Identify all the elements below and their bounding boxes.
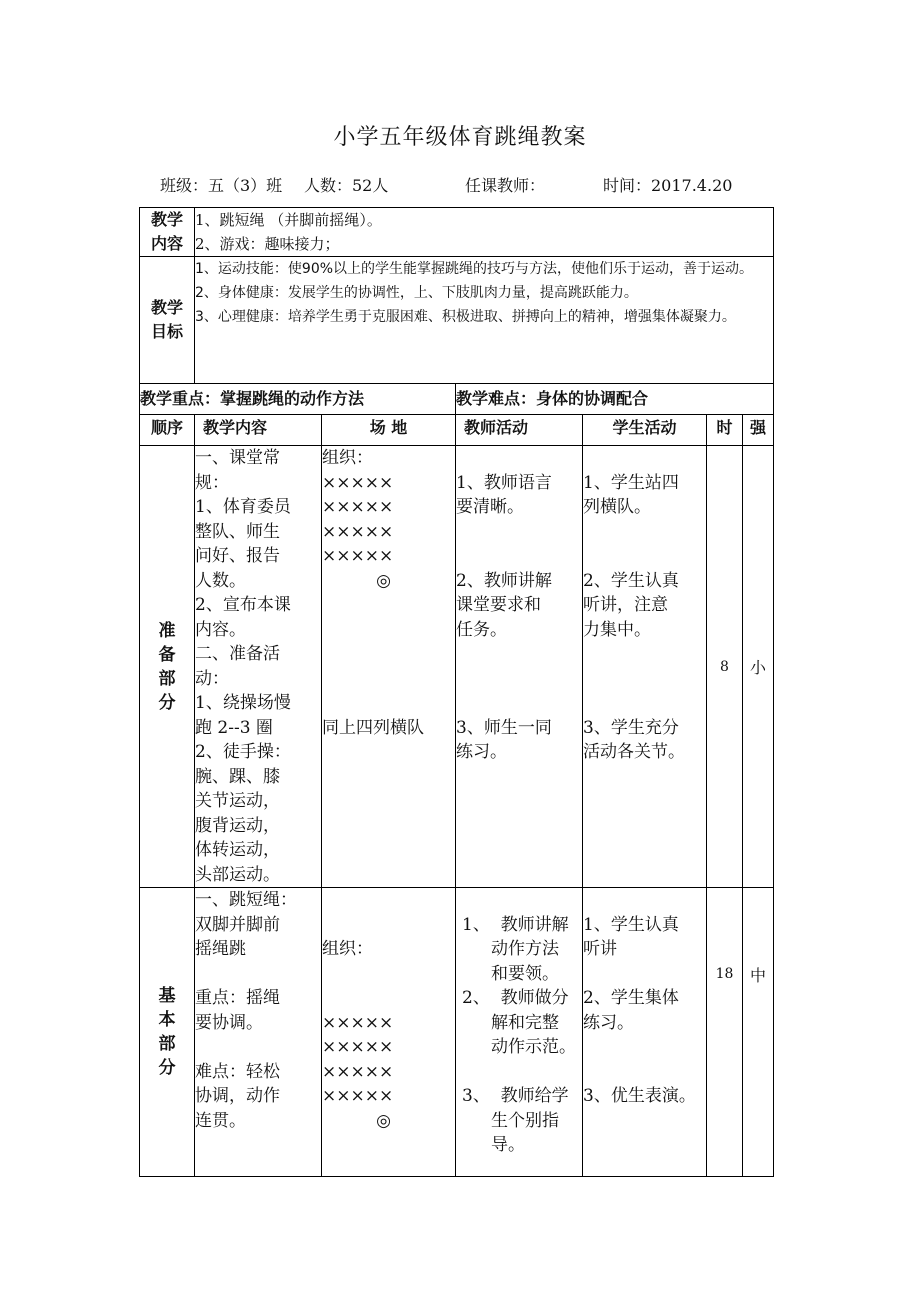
header-teacher: 教师活动 bbox=[456, 415, 583, 446]
header-venue: 场 地 bbox=[322, 415, 456, 446]
header-student: 学生活动 bbox=[583, 415, 707, 446]
prep-row bbox=[140, 446, 774, 888]
content-label: 教学 内容 bbox=[140, 208, 195, 257]
goals-label: 教学 目标 bbox=[140, 257, 195, 384]
goals-text: 1、运动技能：使90%以上的学生能掌握跳绳的技巧与方法，使他们乐于运动，善于运动。 2、身体健康：发展学生的协调性，上、下肢肌肉力量，提高跳跃能力。 3、心理健康：培养学生勇于克服困难、积极进取、拼搏向上的精神，增强集体凝聚力。 bbox=[195, 257, 774, 384]
teacher-label: 任课教师： bbox=[465, 176, 546, 195]
prep-venue: 组织： ××××× ××××× ××××× ××××× ◎ 同上四列横队 bbox=[322, 446, 456, 888]
basic-content: 一、跳短绳： 双脚并脚前 摇绳跳 重点：摇绳 要协调。 难点：轻松 协调，动作 连贯。 bbox=[195, 888, 322, 1177]
header-intensity: 强 bbox=[743, 415, 774, 446]
key-point: 教学重点：掌握跳绳的动作方法 bbox=[140, 384, 456, 415]
focus-row bbox=[140, 384, 774, 415]
prep-time: 8 bbox=[707, 446, 743, 888]
lesson-date: 时间：2017.4.20 bbox=[603, 176, 733, 195]
basic-student: 1、学生认真 听讲 2、学生集体 练习。 3、优生表演。 bbox=[583, 888, 707, 1177]
basic-time: 18 bbox=[707, 888, 743, 1177]
content-row bbox=[140, 208, 774, 257]
basic-venue: 组织： ××××× ××××× ××××× ××××× ◎ bbox=[322, 888, 456, 1177]
header-time: 时 bbox=[707, 415, 743, 446]
basic-phase: 基 本 部 分 bbox=[140, 888, 195, 1177]
header-row bbox=[140, 415, 774, 446]
prep-teacher: 1、教师语言 要清晰。 2、教师讲解 课堂要求和 任务。 3、师生一同 练习。 bbox=[456, 446, 583, 888]
student-count: 人数：52人 bbox=[304, 176, 389, 195]
basic-teacher: 1、 教师讲解 动作方法 和要领。 2、 教师做分 解和完整 动作示范。 3、 教师给学 生个别指 导。 bbox=[456, 888, 583, 1177]
header-order: 顺序 bbox=[140, 415, 195, 446]
lesson-plan-table bbox=[139, 207, 774, 1177]
basic-row bbox=[140, 888, 774, 1177]
difficulty: 教学难点：身体的协调配合 bbox=[456, 384, 774, 415]
prep-intensity: 小 bbox=[743, 446, 774, 888]
content-text: 1、跳短绳 （并脚前摇绳）。 2、游戏：趣味接力； bbox=[195, 208, 774, 257]
prep-phase: 准 备 部 分 bbox=[140, 446, 195, 888]
basic-intensity: 中 bbox=[743, 888, 774, 1177]
class-info: 班级：五（3）班 bbox=[160, 176, 283, 195]
header-content: 教学内容 bbox=[195, 415, 322, 446]
prep-student: 1、学生站四 列横队。 2、学生认真 听讲，注意 力集中。 3、学生充分 活动各关节。 bbox=[583, 446, 707, 888]
prep-content: 一、课堂常 规： 1、体育委员 整队、师生 问好、报告 人数。 2、宣布本课 内容。 二、准备活 动： 1、绕操场慢 跑 2--3 圈 2、徒手操： 腕、踝、膝 关节运动， 腹背运动， 体转运动， 头部运动。 bbox=[195, 446, 322, 888]
goals-row bbox=[140, 257, 774, 384]
page-title: 小学五年级体育跳绳教案 bbox=[333, 125, 587, 150]
